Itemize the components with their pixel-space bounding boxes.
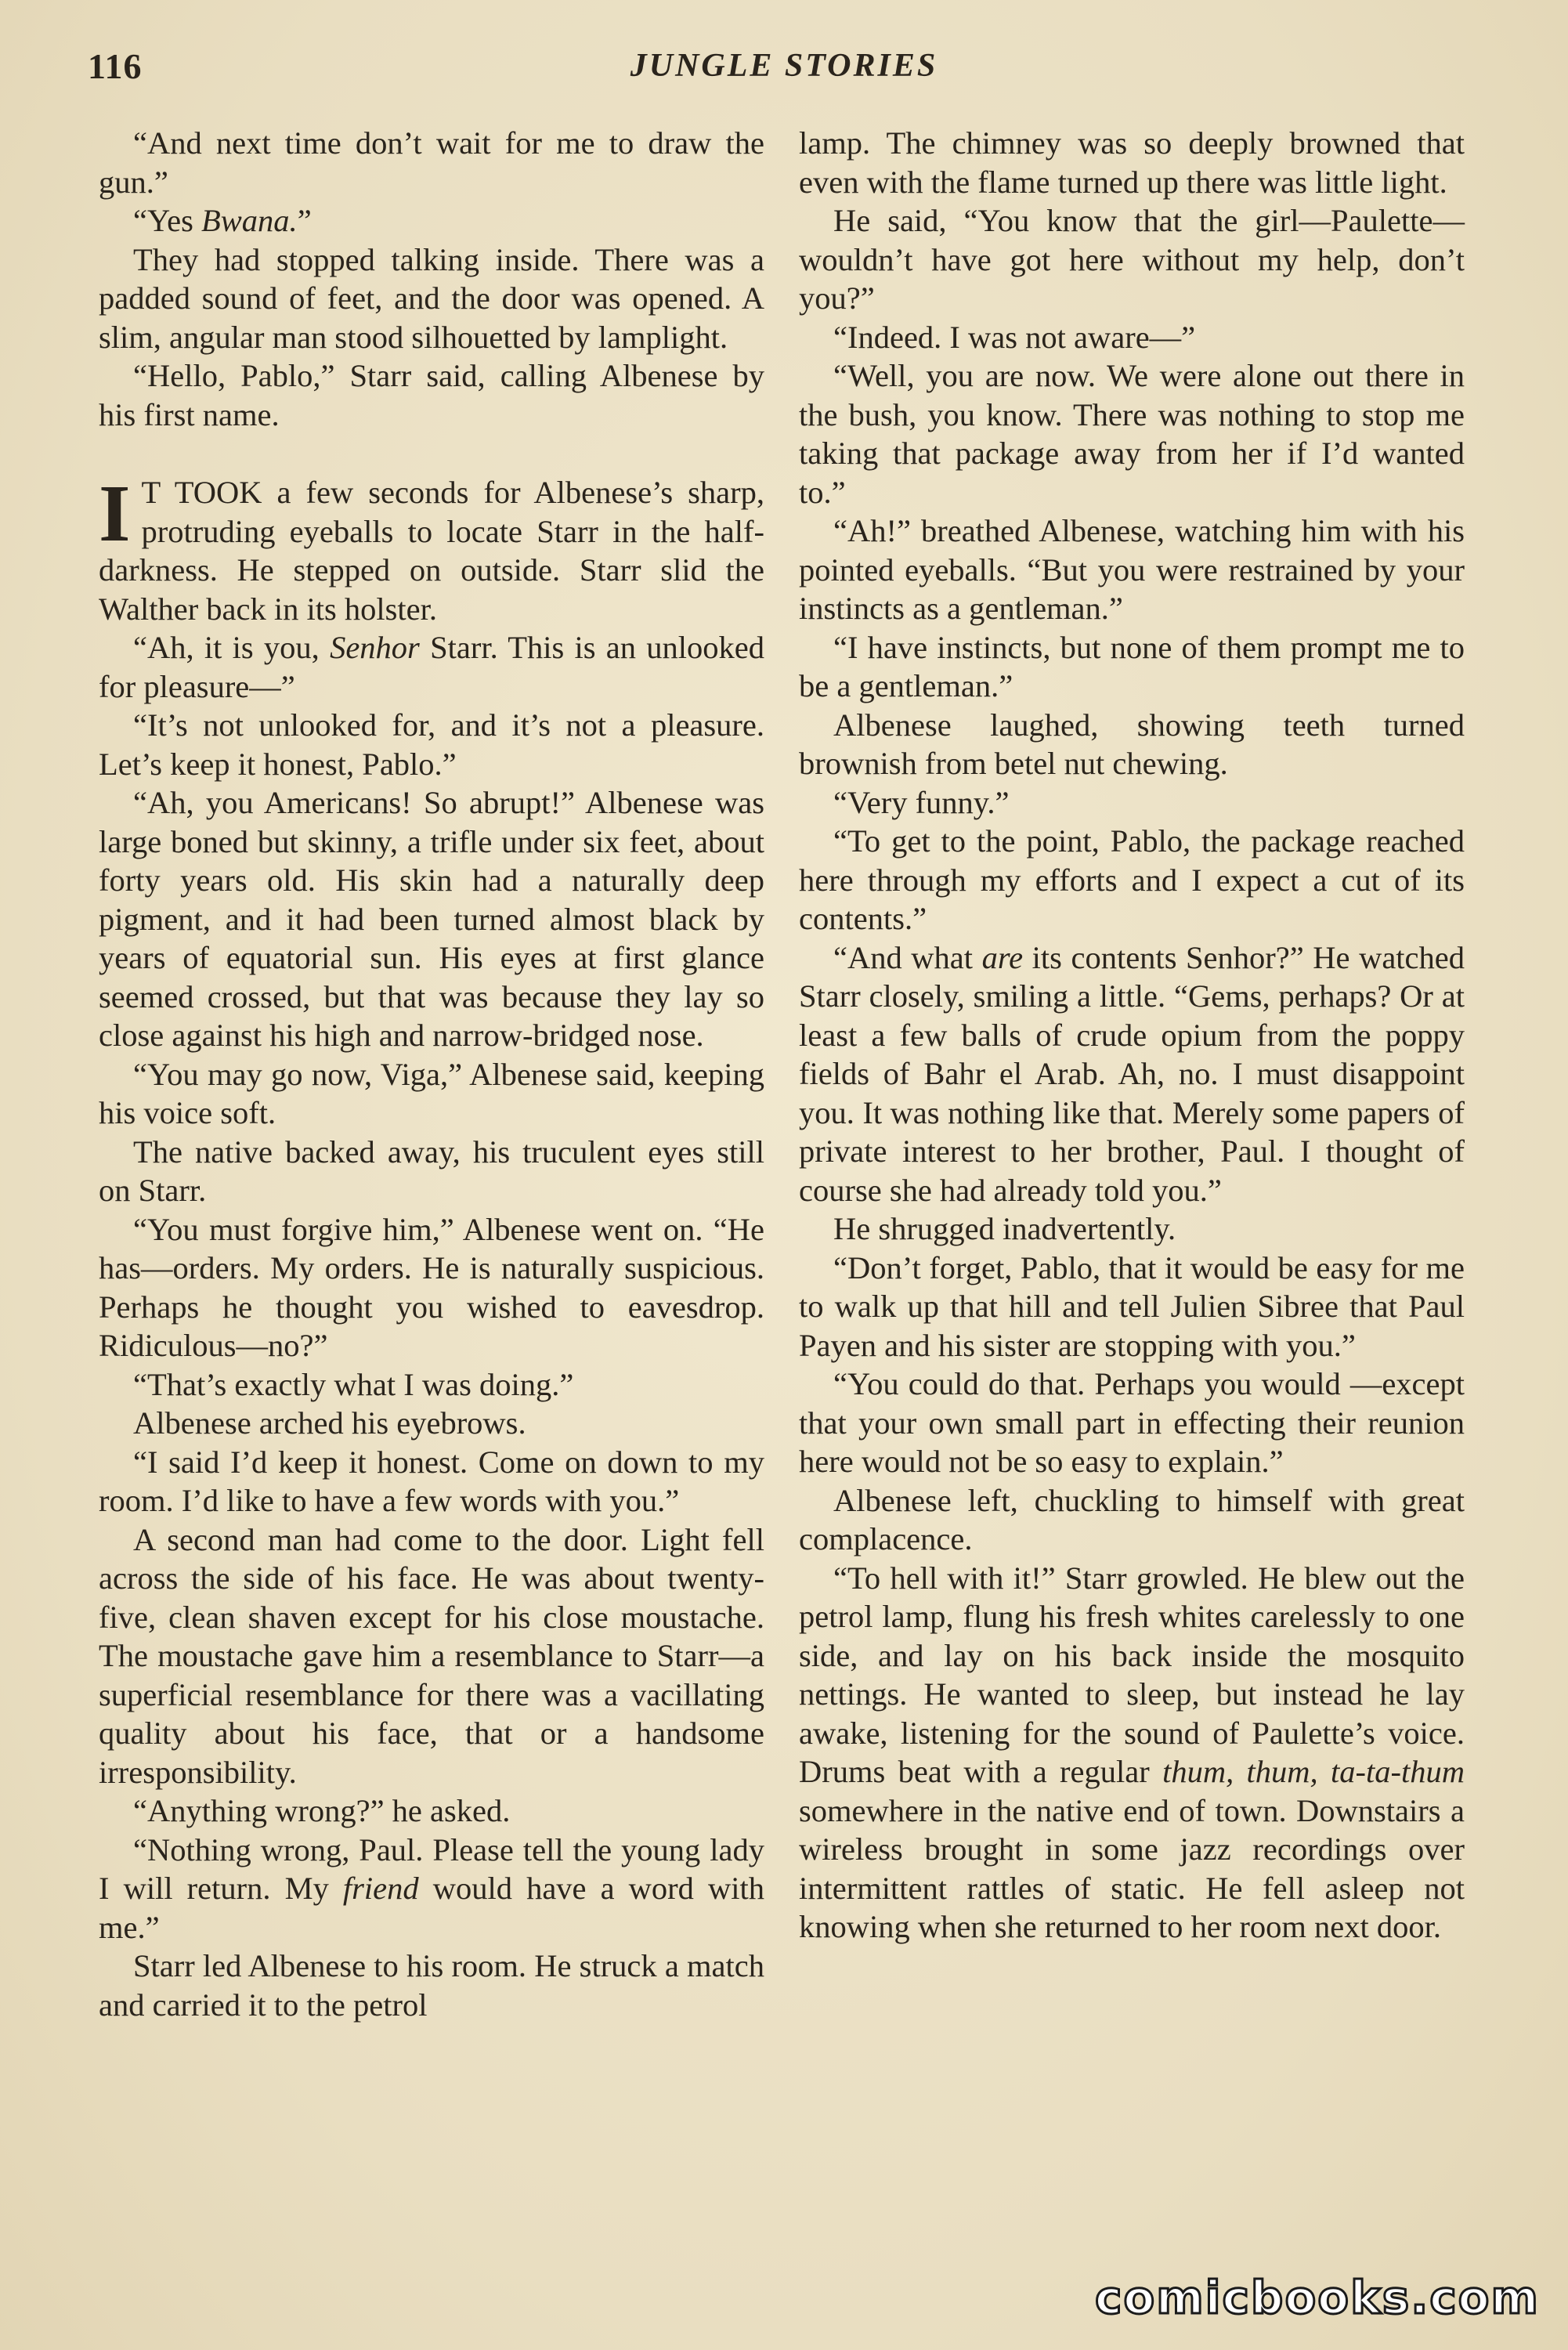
page-number: 116 [88, 46, 143, 86]
paragraph: He shrugged inadvertently. [833, 1211, 1176, 1246]
paragraph: “To hell with it!” Starr growled. He blew out the petrol lamp, flung his fresh whites carelessly to one side, and lay on his back inside the mosquito nettings. He wanted to sleep, but instead he lay awake, listening for the sound of Paulette’s voice. Drums beat with a regular thum, thum, ta-ta-thum somewhere in the native end of town. Downstairs a wireless brought in some jazz recordings over intermittent rattles of static. He fell asleep not knowing when she returned to her room next door. [799, 1560, 1465, 1944]
paragraph: “Yes Bwana.” [133, 203, 312, 238]
paragraph: “I have instincts, but none of them prompt me to be a gentleman.” [799, 629, 1465, 703]
paragraph: “Don’t forget, Pablo, that it would be easy for me to walk up that hill and tell Julien Sibree that Paul Payen and his sister are stopping with you.” [799, 1249, 1465, 1363]
paragraph: “Indeed. I was not aware—” [833, 319, 1196, 355]
paragraph: “That’s exactly what I was doing.” [133, 1366, 574, 1402]
paragraph: “Ah, it is you, Senhor Starr. This is an unlooked for pleasure—” [99, 630, 764, 704]
page-header [0, 45, 1568, 92]
section-opening-paragraph: I T TOOK a few seconds for Albenese’s sharp, protruding eyeballs to locate Starr in the half-darkness. He stepped on outside. Starr slid the Walther back in its holster. [99, 468, 764, 627]
paragraph: “And what are its contents Senhor?” He watched Starr closely, smiling a little. “Gems, perhaps? Or at least a few balls of crude opium from the poppy fields of Bahr el Arab. Ah, no. I must disappoint you. It was nothing like that. Merely some papers of private interest to her brother, Paul. I thought of course she had already told you.” [799, 939, 1465, 1208]
paragraph: The native backed away, his truculent eyes still on Starr. [99, 1133, 764, 1208]
paragraph: “You may go now, Viga,” Albenese said, keeping his voice soft. [99, 1056, 764, 1130]
right-column [799, 124, 1465, 1947]
paragraph: Albenese left, chuckling to himself with great complacence. [799, 1482, 1465, 1556]
paragraph: Albenese arched his eyebrows. [133, 1405, 526, 1441]
paragraph: He said, “You know that the girl—Paulette—wouldn’t have got here without my help, don’t you?” [799, 203, 1465, 316]
paragraph: “Anything wrong?” he asked. [133, 1793, 511, 1828]
paragraph: They had stopped talking inside. There was a padded sound of feet, and the door was opened. A slim, angular man stood silhouetted by lamplight. [99, 241, 764, 355]
paragraph: “Nothing wrong, Paul. Please tell the young lady I will return. My friend would have a word with me.” [99, 1831, 764, 1945]
paragraph: “You could do that. Perhaps you would —except that your own small part in effecting their reunion here would not be so easy to explain.” [799, 1366, 1465, 1479]
left-column [99, 124, 764, 2024]
paragraph: “It’s not unlooked for, and it’s not a pleasure. Let’s keep it honest, Pablo.” [99, 707, 764, 782]
paragraph: “Well, you are now. We were alone out there in the bush, you know. There was nothing to stop me taking that package away from her if I’d wanted to.” [799, 358, 1465, 510]
paragraph: Starr led Albenese to his room. He struck a match and carried it to the petrol [99, 1948, 764, 2023]
paragraph: “To get to the point, Pablo, the package reached here through my efforts and I expect a cut of its contents.” [799, 823, 1465, 936]
drop-cap: I [99, 468, 131, 559]
paragraph: “Ah, you Americans! So abrupt!” Albenese was large boned but skinny, a trifle under six feet, about forty years old. His skin had a naturally deep pigment, and it had been turned almost black by years of equatorial sun. His eyes at first glance seemed crossed, but that was because they lay so close against his high and narrow-bridged nose. [99, 785, 764, 1053]
paragraph: “Very funny.” [833, 784, 1010, 820]
paragraph: “You must forgive him,” Albenese went on. “He has—orders. My orders. He is naturally suspicious. Perhaps he thought you wished to eavesdrop. Ridiculous—no?” [99, 1211, 764, 1363]
paragraph: “Ah!” breathed Albenese, watching him with his pointed eyeballs. “But you were restrained by your instincts as a gentleman.” [799, 513, 1465, 626]
paragraph: A second man had come to the door. Light fell across the side of his face. He was about twenty-five, clean shaven except for his close moustache. The moustache gave him a resemblance to Starr—a superficial resemblance for there was a vacillating quality about his face, that or a handsome irresponsibility. [99, 1521, 764, 1790]
paragraph: Albenese laughed, showing teeth turned brownish from betel nut chewing. [799, 707, 1465, 781]
paragraph: “And next time don’t wait for me to draw the gun.” [99, 125, 764, 200]
watermark-logo: comicbooks.com [1095, 2271, 1540, 2324]
running-title: JUNGLE STORIES [630, 48, 938, 84]
paragraph: “Hello, Pablo,” Starr said, calling Albenese by his first name. [99, 358, 764, 432]
paragraph: lamp. The chimney was so deeply browned that even with the flame turned up there was little light. [799, 125, 1465, 200]
paragraph: “I said I’d keep it honest. Come on down to my room. I’d like to have a few words with you.” [99, 1444, 764, 1518]
